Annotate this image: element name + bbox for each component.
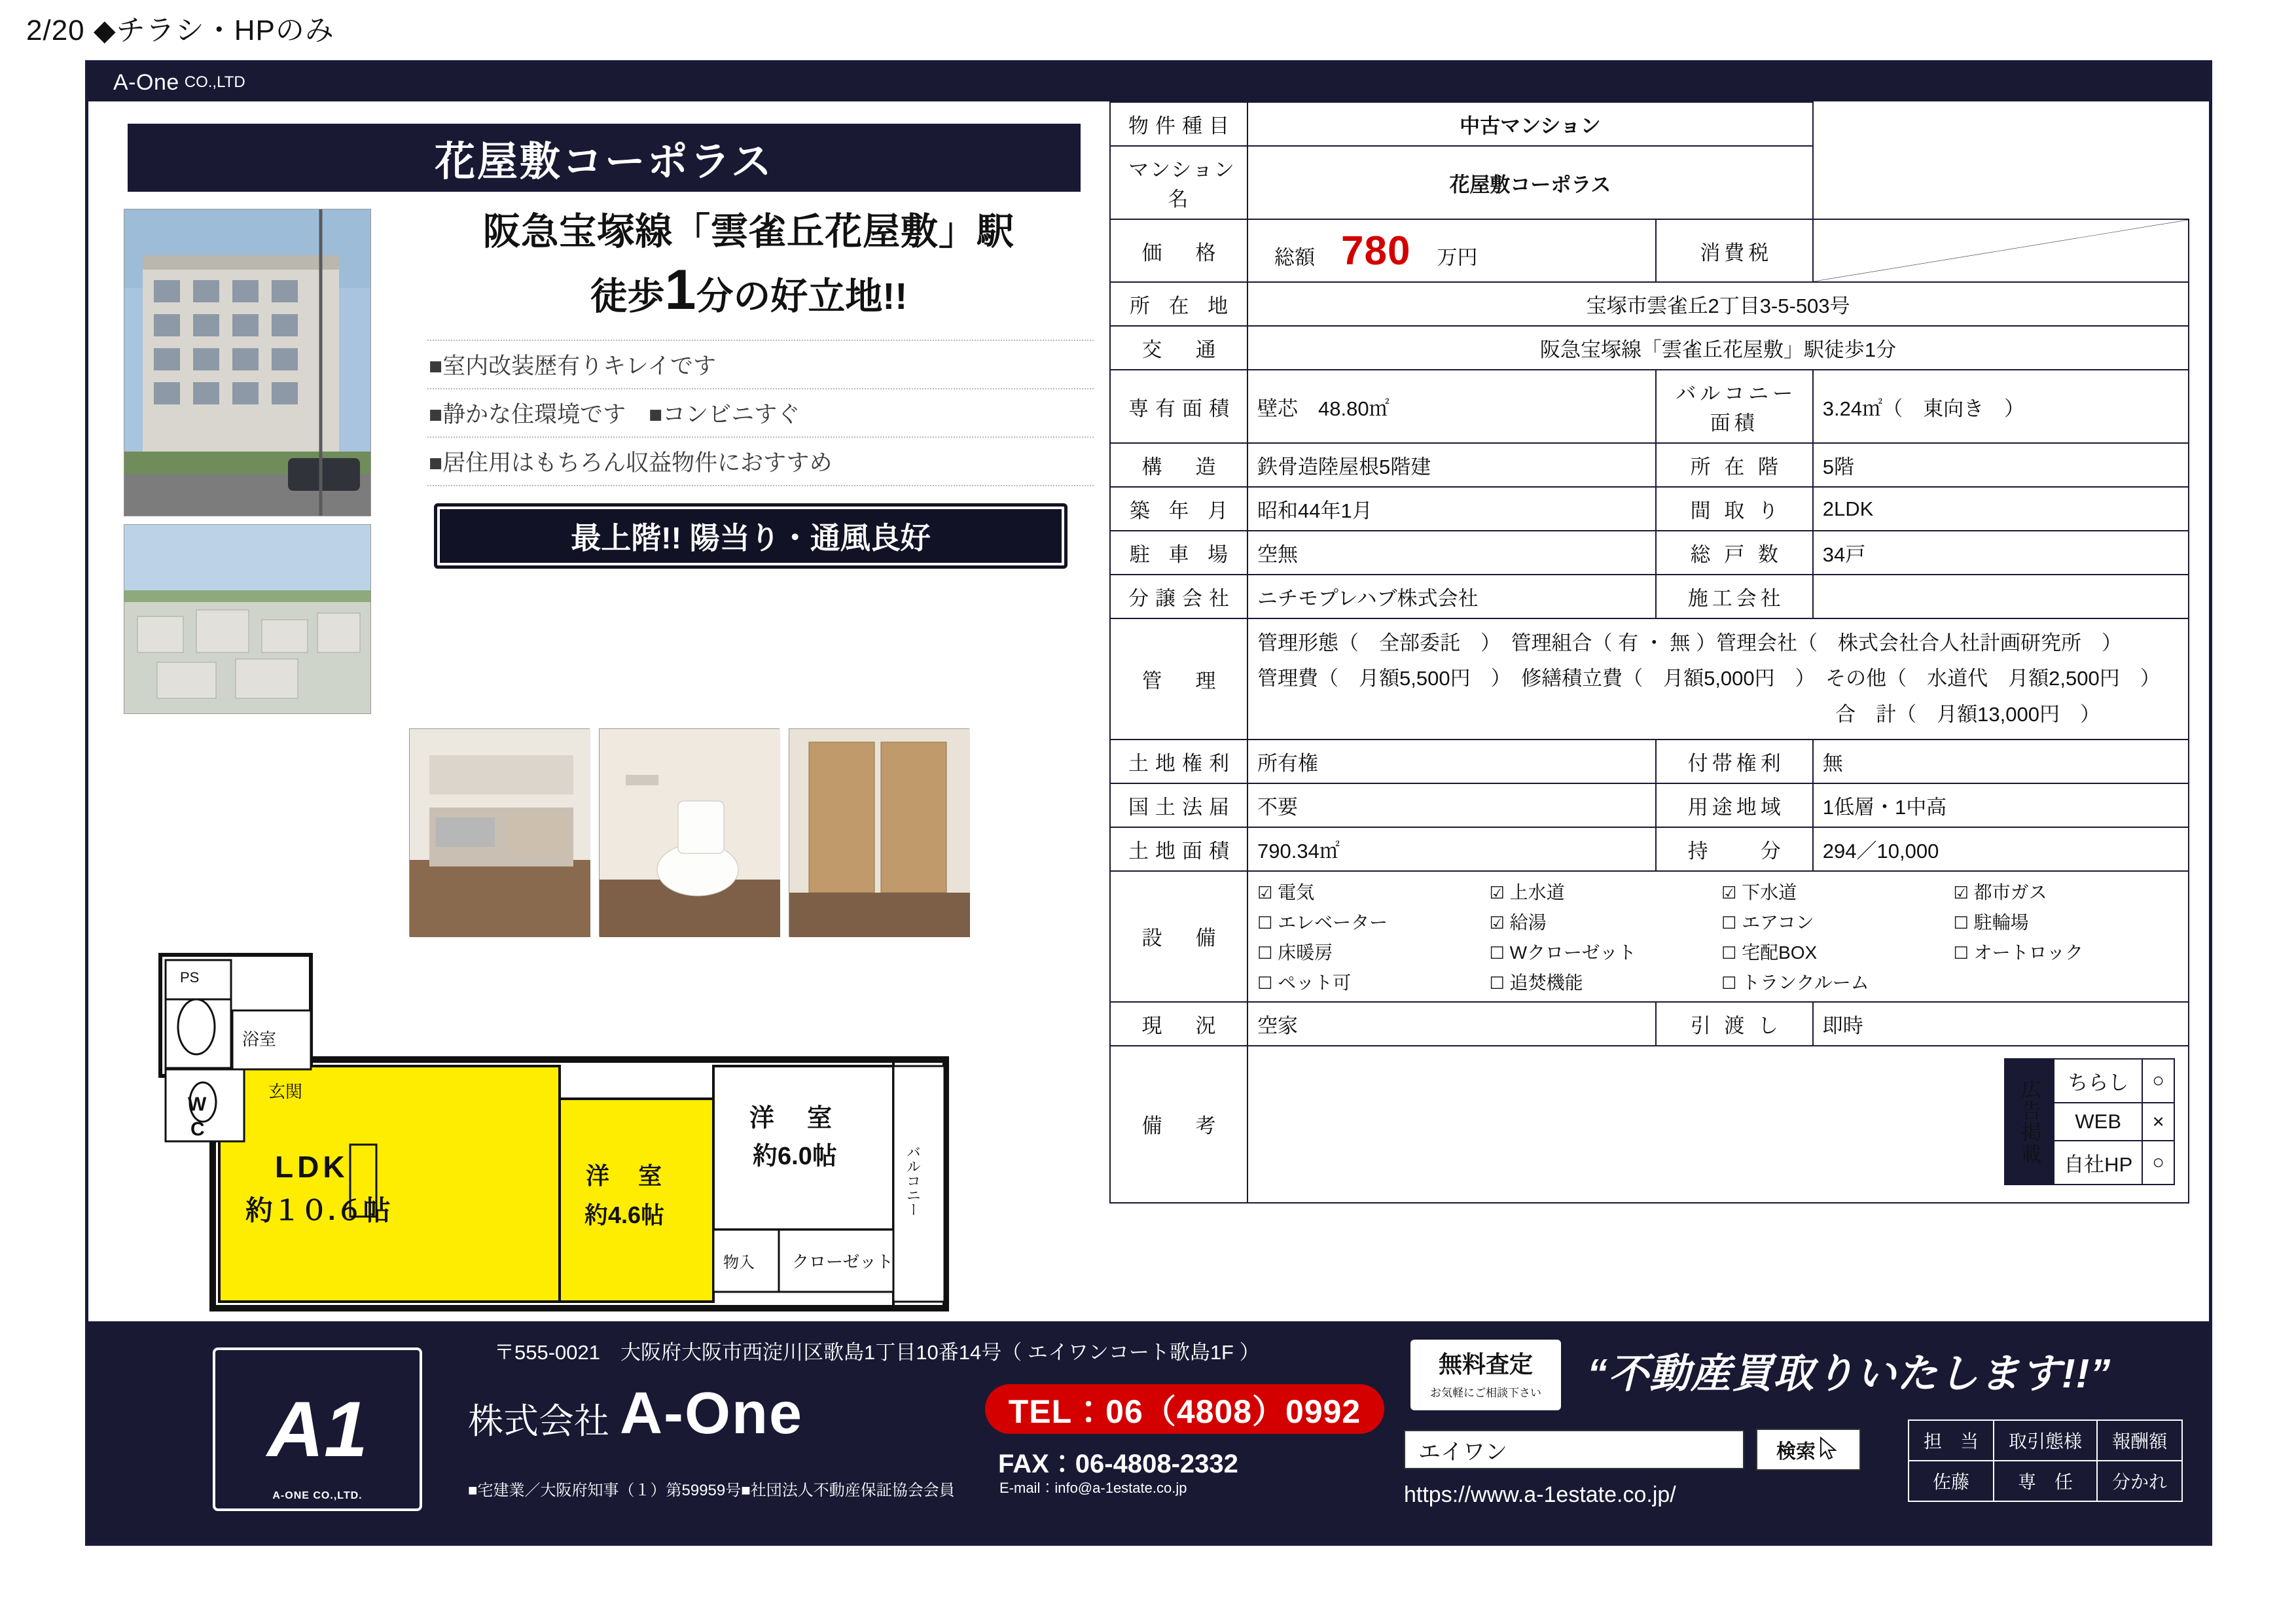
ad-row-mark: ○ bbox=[2142, 1059, 2174, 1103]
svg-text:約6.0帖: 約6.0帖 bbox=[753, 1143, 837, 1170]
label-builder: 施工会社 bbox=[1656, 575, 1813, 618]
label-land-area: 土地面積 bbox=[1110, 827, 1247, 871]
toilet-photo bbox=[599, 728, 780, 936]
cursor-icon bbox=[1818, 1436, 1840, 1463]
table-row bbox=[1110, 783, 2189, 827]
equipment-item[interactable]: ☐ トランクルーム bbox=[1721, 972, 1869, 993]
checkbox-icon[interactable]: ☐ bbox=[1721, 912, 1737, 933]
price-amount: 780 bbox=[1341, 228, 1411, 274]
label-zoning: 用途地域 bbox=[1656, 783, 1813, 827]
toilet-photo-art bbox=[600, 729, 780, 937]
label-national-land-law: 国土法届 bbox=[1110, 783, 1247, 827]
label-tax: 消費税 bbox=[1656, 219, 1813, 282]
label-address: 所 在 地 bbox=[1110, 282, 1247, 326]
table-row bbox=[2005, 1059, 2174, 1103]
equipment-item[interactable]: ☑ 電気 bbox=[1257, 882, 1315, 902]
checkbox-icon[interactable]: ☑ bbox=[1953, 882, 1969, 902]
telephone[interactable]: TEL：06（4808）0992 bbox=[985, 1384, 1384, 1434]
label-parking: 駐 車 場 bbox=[1110, 531, 1247, 575]
equipment-item[interactable]: ☐ Wクローゼット bbox=[1489, 942, 1636, 963]
equipment-item[interactable]: ☐ ペット可 bbox=[1257, 972, 1352, 993]
svg-text:バルコニー: バルコニー bbox=[905, 1145, 922, 1217]
svg-text:約１０.６帖: 約１０.６帖 bbox=[245, 1195, 391, 1226]
table-row bbox=[1909, 1461, 2182, 1501]
table-row bbox=[1110, 487, 2189, 531]
staff-value: 分かれ bbox=[2097, 1461, 2182, 1501]
label-land-right: 土地権利 bbox=[1110, 740, 1247, 783]
checkbox-icon[interactable]: ☐ bbox=[1257, 912, 1273, 933]
value-share: 294／10,000 bbox=[1813, 827, 2189, 871]
value-access: 阪急宝塚線「雲雀丘花屋敷」駅徒歩1分 bbox=[1247, 326, 2189, 370]
highlight-banner: 最上階!! 陽当り・通風良好 bbox=[434, 503, 1067, 569]
label-access: 交 通 bbox=[1110, 326, 1247, 370]
label-management: 管 理 bbox=[1110, 618, 1247, 740]
staff-value: 専 任 bbox=[1994, 1461, 2097, 1501]
ad-row-name: 自社HP bbox=[2054, 1141, 2142, 1185]
label-floor: 所 在 階 bbox=[1656, 443, 1813, 487]
label-property-type: 物件種目 bbox=[1110, 102, 1247, 146]
flyer-body bbox=[88, 101, 2209, 1325]
buy-slogan: “不動産買取りいたします!!” bbox=[1587, 1351, 2111, 1397]
interior-photo-strip bbox=[409, 728, 1100, 936]
value-total-units: 34戸 bbox=[1813, 531, 2189, 575]
label-developer: 分譲会社 bbox=[1110, 575, 1247, 618]
company-prefix: 株式会社 bbox=[468, 1402, 609, 1441]
bullet-item: ■居住用はもちろん収益物件におすすめ bbox=[427, 438, 1094, 486]
ad-row-mark: ○ bbox=[2142, 1141, 2174, 1185]
brand-bar bbox=[88, 63, 2209, 101]
free-assessment-sub: お気軽にご相談下さい bbox=[1430, 1387, 1541, 1399]
kitchen-photo bbox=[409, 728, 590, 936]
checkbox-icon[interactable]: ☐ bbox=[1721, 942, 1737, 963]
table-row-management bbox=[1110, 618, 2189, 740]
value-land-right: 所有権 bbox=[1247, 740, 1656, 783]
ad-row-name: ちらし bbox=[2054, 1059, 2142, 1103]
lead-section bbox=[108, 209, 1100, 714]
table-row bbox=[1110, 326, 2189, 370]
management-line-1: 管理形態（ 全部委託 ） 管理組合（ 有 ・ 無 ）管理会社（ 株式会社合人社計画研究所 ） bbox=[1257, 632, 2122, 654]
spec-table bbox=[1109, 101, 2189, 1204]
company-name-block bbox=[468, 1380, 803, 1448]
checkbox-icon[interactable]: ☐ bbox=[1489, 942, 1505, 963]
checkbox-icon[interactable]: ☐ bbox=[1489, 972, 1505, 993]
ad-row-name: WEB bbox=[2054, 1103, 2142, 1141]
left-column bbox=[88, 101, 1109, 1325]
ad-publication-table bbox=[2004, 1058, 2175, 1185]
kitchen-photo-art bbox=[410, 729, 590, 937]
value-handover: 即時 bbox=[1813, 1002, 2189, 1046]
label-floor-area: 専有面積 bbox=[1110, 370, 1247, 443]
checkbox-icon[interactable]: ☐ bbox=[1257, 972, 1273, 993]
brand-suffix: CO.,LTD bbox=[184, 73, 245, 91]
feature-bullets bbox=[404, 340, 1094, 486]
checkbox-icon[interactable]: ☑ bbox=[1489, 882, 1505, 902]
equipment-item[interactable]: ☐ エレベーター bbox=[1257, 912, 1388, 933]
label-share: 持 分 bbox=[1656, 827, 1813, 871]
catch-walk-suffix: 分の好立地!! bbox=[696, 276, 908, 318]
catch-walk-prefix: 徒歩 bbox=[590, 276, 665, 318]
search-input[interactable]: エイワン bbox=[1404, 1430, 1744, 1469]
value-zoning: 1低層・1中高 bbox=[1813, 783, 2189, 827]
equipment-item[interactable]: ☑ 給湯 bbox=[1489, 912, 1547, 933]
a1-logo-text: A1 bbox=[267, 1385, 368, 1473]
catch-line-1: 阪急宝塚線「雲雀丘花屋敷」駅 bbox=[483, 211, 1014, 253]
label-handover: 引 渡 し bbox=[1656, 1002, 1813, 1046]
checkbox-icon[interactable]: ☐ bbox=[1257, 942, 1273, 963]
value-tax bbox=[1813, 219, 2189, 282]
email-address[interactable]: E-mail：info@a-1estate.co.jp bbox=[999, 1480, 1187, 1496]
table-row bbox=[1110, 1002, 2189, 1046]
ad-side-label: 広告掲載 bbox=[2005, 1059, 2054, 1185]
value-land-area: 790.34㎡ bbox=[1247, 827, 1656, 871]
svg-text:玄関: 玄関 bbox=[268, 1082, 303, 1101]
flyer-sheet bbox=[85, 60, 2212, 1546]
brand-name: A-One bbox=[113, 69, 179, 95]
svg-text:W: W bbox=[188, 1094, 207, 1115]
page-header: 2/20 ◆チラシ・HPのみ bbox=[26, 14, 334, 46]
closet-photo-art bbox=[789, 729, 970, 937]
label-total-units: 総 戸 数 bbox=[1656, 531, 1813, 575]
exterior-photo-art bbox=[124, 209, 371, 516]
table-row bbox=[1909, 1420, 2182, 1461]
equipment-item[interactable]: ☐ 宅配BOX bbox=[1721, 942, 1818, 963]
checkbox-icon[interactable]: ☑ bbox=[1721, 882, 1737, 902]
checkbox-icon[interactable]: ☐ bbox=[1953, 912, 1969, 933]
management-line-3: 合 計（ 月額13,000円 ） bbox=[1835, 702, 2100, 726]
value-built-date: 昭和44年1月 bbox=[1247, 487, 1656, 531]
spec-column bbox=[1109, 101, 2189, 1325]
photo-column bbox=[124, 209, 386, 714]
value-national-land-law: 不要 bbox=[1247, 783, 1656, 827]
website-url[interactable]: https://www.a-1estate.co.jp/ bbox=[1404, 1482, 1676, 1507]
checkbox-icon[interactable]: ☐ bbox=[1721, 972, 1737, 993]
label-built-date: 築 年 月 bbox=[1110, 487, 1247, 531]
value-builder bbox=[1813, 575, 2189, 618]
svg-text:LDK: LDK bbox=[275, 1150, 349, 1184]
equipment-item[interactable]: ☑ 下水道 bbox=[1721, 882, 1797, 902]
catch-line-2 bbox=[404, 258, 1094, 323]
equipment-item[interactable]: ☑ 上水道 bbox=[1489, 882, 1565, 902]
value-current-status: 空家 bbox=[1247, 1002, 1656, 1046]
table-row bbox=[1110, 575, 2189, 618]
value-property-type: 中古マンション bbox=[1247, 102, 1813, 146]
value-balcony-area: 3.24㎡（ 東向き ） bbox=[1813, 370, 2189, 443]
bullet-item: ■静かな住環境です ■コンビニすぐ bbox=[427, 389, 1094, 438]
table-row bbox=[1110, 531, 2189, 575]
table-row bbox=[1110, 740, 2189, 783]
svg-text:C: C bbox=[190, 1118, 205, 1140]
staff-value: 佐藤 bbox=[1909, 1461, 1994, 1501]
value-attached-right: 無 bbox=[1813, 740, 2189, 783]
table-row-equipment bbox=[1110, 871, 2189, 1002]
label-layout: 間 取 り bbox=[1656, 487, 1813, 531]
value-structure: 鉄骨造陸屋根5階建 bbox=[1247, 443, 1656, 487]
value-address: 宝塚市雲雀丘2丁目3-5-503号 bbox=[1247, 282, 2189, 326]
empty-slash-icon bbox=[1814, 220, 2188, 281]
price-total-label: 総額 bbox=[1274, 245, 1315, 269]
svg-text:クローゼット: クローゼット bbox=[792, 1252, 893, 1272]
value-parking: 空無 bbox=[1247, 531, 1656, 575]
table-row-remarks bbox=[1110, 1046, 2189, 1203]
value-layout: 2LDK bbox=[1813, 487, 2189, 531]
closet-photo bbox=[789, 728, 969, 936]
staff-header: 担 当 bbox=[1909, 1420, 1994, 1461]
value-developer: ニチモプレハブ株式会社 bbox=[1247, 575, 1656, 618]
bullet-item: ■室内改装歴有りキレイです bbox=[427, 340, 1094, 389]
table-row bbox=[1110, 443, 2189, 487]
ad-row-mark: × bbox=[2142, 1103, 2174, 1141]
floor-plan bbox=[134, 948, 1070, 1341]
staff-table bbox=[1908, 1419, 2183, 1502]
svg-text:物入: 物入 bbox=[723, 1254, 755, 1272]
svg-text:浴室: 浴室 bbox=[242, 1029, 277, 1049]
search-button[interactable] bbox=[1756, 1429, 1861, 1471]
equipment-item[interactable]: ☐ オートロック bbox=[1953, 942, 2084, 963]
staff-header: 報酬額 bbox=[2097, 1420, 2182, 1461]
neighborhood-photo-art bbox=[124, 525, 371, 714]
free-assessment-badge[interactable] bbox=[1410, 1340, 1561, 1410]
checkbox-icon[interactable]: ☐ bbox=[1953, 942, 1969, 963]
property-title: 花屋敷コーポラス bbox=[128, 124, 1081, 192]
a1-logo bbox=[213, 1347, 422, 1511]
value-equipment bbox=[1247, 871, 2189, 1002]
value-floor: 5階 bbox=[1813, 443, 2189, 487]
company-name: A-One bbox=[620, 1381, 803, 1446]
search-button-label: 検索 bbox=[1776, 1441, 1816, 1463]
table-row-price bbox=[1110, 219, 2189, 282]
catch-walk-minutes: 1 bbox=[664, 259, 696, 322]
a1-logo-tagline: A-ONE CO.,LTD. bbox=[272, 1490, 363, 1501]
table-row bbox=[1110, 102, 2189, 146]
equipment-item[interactable]: ☑ 都市ガス bbox=[1953, 882, 2047, 902]
label-structure: 構 造 bbox=[1110, 443, 1247, 487]
checkbox-icon[interactable]: ☑ bbox=[1257, 882, 1273, 902]
footer-bar bbox=[88, 1321, 2209, 1543]
label-current-status: 現 況 bbox=[1110, 1002, 1247, 1046]
equipment-item[interactable]: ☐ 追焚機能 bbox=[1489, 972, 1583, 993]
copy-column bbox=[386, 209, 1100, 714]
label-remarks: 備 考 bbox=[1110, 1046, 1247, 1203]
value-price bbox=[1247, 219, 1656, 282]
label-building-name: マンション名 bbox=[1110, 146, 1247, 219]
svg-text:約4.6帖: 約4.6帖 bbox=[584, 1202, 665, 1228]
table-row bbox=[1110, 282, 2189, 326]
table-row bbox=[1110, 827, 2189, 871]
price-unit: 万円 bbox=[1437, 245, 1478, 269]
company-address: 〒555-0021 大阪府大阪市西淀川区歌島1丁目10番14号（ エイワンコート歌島1F ） bbox=[494, 1341, 1260, 1364]
equipment-item[interactable]: ☐ 駐輪場 bbox=[1953, 912, 2029, 933]
table-row bbox=[1110, 146, 2189, 219]
equipment-item[interactable]: ☐ 床暖房 bbox=[1257, 942, 1333, 963]
label-equipment: 設 備 bbox=[1110, 871, 1247, 1002]
license-text: ■宅建業／大阪府知事（１）第59959号■社団法人不動産保証協会会員 bbox=[468, 1482, 955, 1499]
svg-text:PS: PS bbox=[180, 969, 200, 986]
value-remarks bbox=[1247, 1046, 2189, 1203]
svg-text:洋 室: 洋 室 bbox=[586, 1162, 665, 1189]
floor-plan-drawing bbox=[134, 948, 1070, 1341]
label-balcony-area: バルコニー面積 bbox=[1656, 370, 1813, 443]
label-price: 価 格 bbox=[1110, 219, 1247, 282]
exterior-photo bbox=[124, 209, 371, 516]
management-line-2: 管理費（ 月額5,500円 ） 修繕積立費（ 月額5,000円 ） その他（ 水道代 月額2,500円 ） bbox=[1257, 667, 2161, 690]
neighborhood-photo bbox=[124, 524, 371, 714]
value-floor-area: 壁芯 48.80㎡ bbox=[1247, 370, 1656, 443]
checkbox-icon[interactable]: ☑ bbox=[1489, 912, 1505, 933]
value-building-name: 花屋敷コーポラス bbox=[1247, 146, 1813, 219]
free-assessment-title: 無料査定 bbox=[1438, 1351, 1533, 1378]
svg-text:洋 室: 洋 室 bbox=[749, 1105, 836, 1132]
table-row bbox=[1110, 370, 2189, 443]
staff-header: 取引態様 bbox=[1994, 1420, 2097, 1461]
equipment-grid bbox=[1257, 878, 2179, 995]
value-management bbox=[1247, 618, 2189, 740]
equipment-item[interactable]: ☐ エアコン bbox=[1721, 912, 1814, 933]
label-附帯-right: 付帯権利 bbox=[1656, 740, 1813, 783]
fax-number: FAX：06-4808-2332 bbox=[998, 1450, 1238, 1478]
